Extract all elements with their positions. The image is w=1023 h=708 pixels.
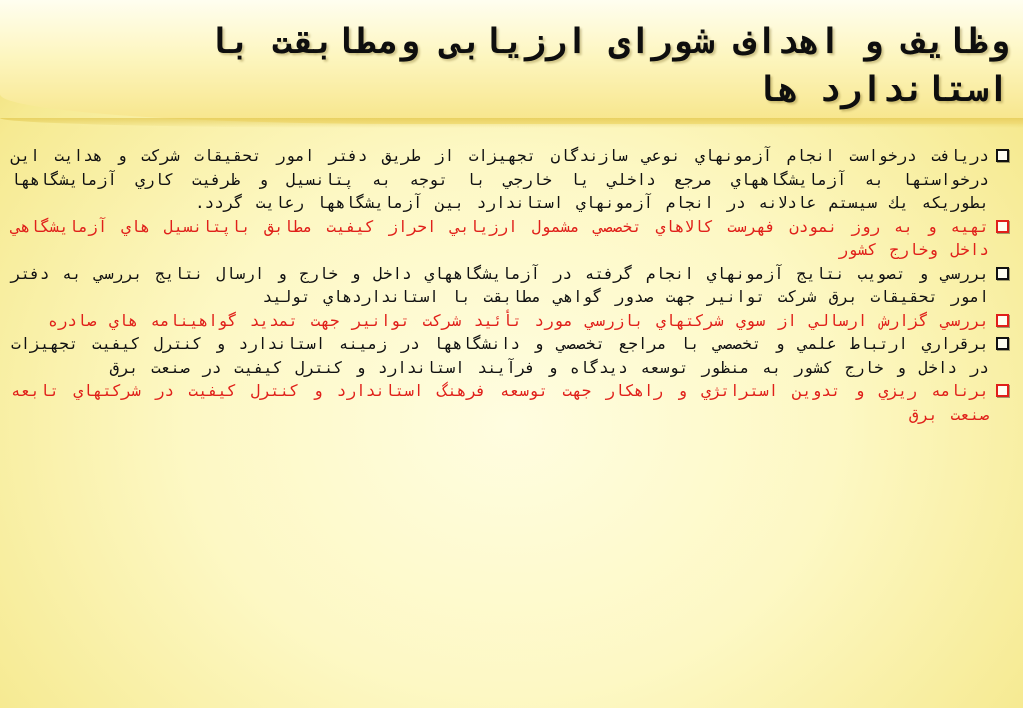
- list-item: [11, 309, 1009, 333]
- square-bullet-icon: [996, 384, 1009, 397]
- square-bullet-icon: [996, 220, 1009, 233]
- square-bullet-icon: [996, 314, 1009, 327]
- slide-title: وظایف و اهداف شورای ارزیابی ومطابقت با استاندارد ها: [208, 22, 1009, 110]
- list-item: [11, 262, 1009, 309]
- square-bullet-icon: [996, 267, 1009, 280]
- list-item-text: تهيه و به روز نمودن فهرست كالاهاي تخصصي مشمول ارزيابي احراز كيفيت مطابق باپتانسيل هاي آزمايشگاهي داخل وخارج كشور: [11, 216, 989, 259]
- list-item: [11, 332, 1009, 379]
- list-item-text: برقراري ارتباط علمي و تخصصي با مراجع تخصصي و دانشگاهها در زمينه استاندارد و كنترل كيفيت تجهيزات در داخل و خارج كشور به منظور توسعه ديدگاه و فرآيند استاندارد و كنترل كيفيت در صنعت برق: [11, 334, 989, 377]
- list-item-text: بررسي و تصويب نتايج آزمونهاي انجام گرفته در آزمايشگاههاي داخل و خارج و ارسال نتايج بررسي به دفتر امور تحقيقات برق شركت توانير جهت صدور گواهي مطابقت با استانداردهاي توليد: [11, 263, 989, 306]
- bullet-list: [11, 144, 1009, 426]
- square-bullet-icon: [996, 337, 1009, 350]
- square-bullet-icon: [996, 149, 1009, 162]
- list-item: [11, 144, 1009, 215]
- list-item: [11, 379, 1009, 426]
- list-item-text: بررسي گزارش ارسالي از سوي شركتهاي بازرسي مورد تأئيد شركت توانير جهت تمديد گواهينامه هاي صادره: [48, 310, 989, 330]
- list-item: [11, 215, 1009, 262]
- list-item-text: برنامه ريزي و تدوين استراتژي و راهكار جهت توسعه فرهنگ استاندارد و كنترل كيفيت در شركتهاي تابعه صنعت برق: [11, 381, 989, 424]
- list-item-text: دريافت درخواست انجام آزمونهاي نوعي سازندگان تجهيزات از طريق دفتر امور تحقيقات شركت و هدايت اين درخواستها به آزمايشگاههاي مرجع داخلي يا خارجي با توجه به پتانسيل و ظرفيت كاري آزمايشگاهها بطوريكه يك سيستم عادلانه در انجام آزمونهاي استاندارد بين آزمايشگاهها رعايت گردد.: [11, 146, 989, 212]
